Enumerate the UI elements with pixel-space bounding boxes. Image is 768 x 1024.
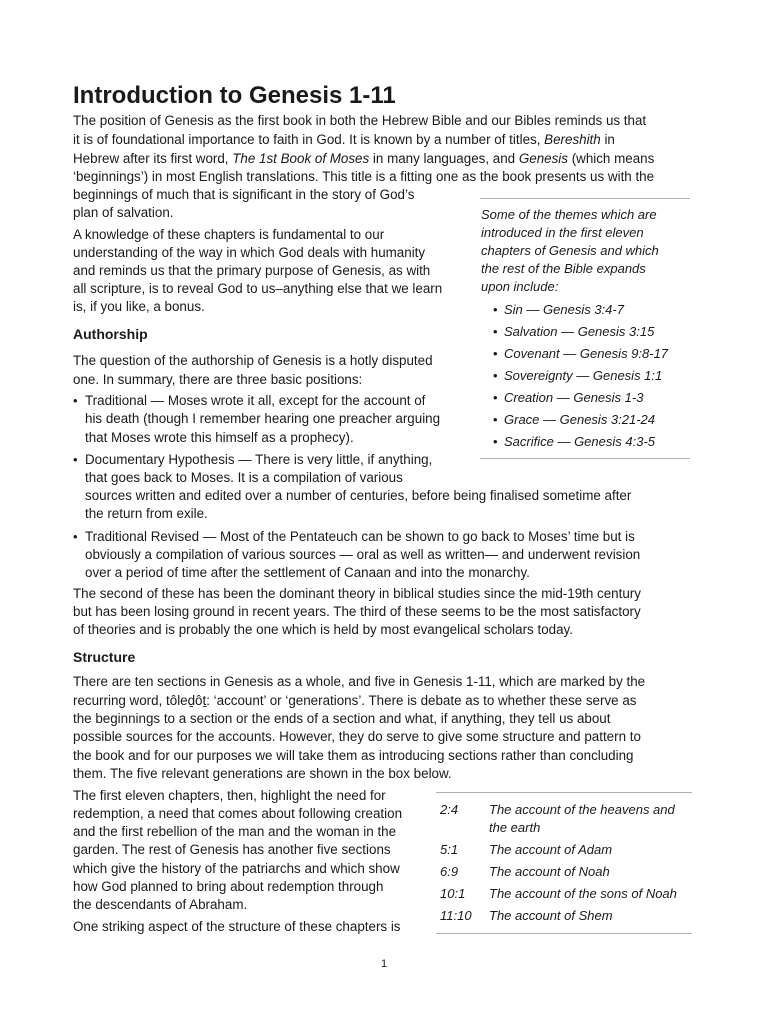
generation-desc: The account of Noah: [489, 864, 610, 879]
authorship-summary-line-3: of theories and is probably the one which is held by most evangelical scholars today.: [73, 622, 573, 637]
generation-desc-continued: the earth: [489, 820, 541, 835]
themes-box-bottom-rule: [480, 458, 690, 459]
theme-item: Creation — Genesis 1-3: [504, 390, 644, 405]
generation-ref: 2:4: [440, 802, 459, 817]
structure-p3-line-1: One striking aspect of the structure of these chapters is: [73, 919, 401, 934]
themes-intro-line-5: upon include:: [481, 279, 559, 294]
theme-bullet: •: [493, 324, 498, 339]
theme-item: Grace — Genesis 3:21-24: [504, 412, 656, 427]
authorship-summary-line-2: but has been losing ground in recent years. The third of these seems to be the most satisfactory: [73, 604, 641, 619]
generation-desc: The account of Shem: [489, 908, 613, 923]
theme-bullet: •: [493, 390, 498, 405]
structure-line-2: recurring word, tôleḏôṯ: ‘account’ or ‘generations’. There is debate as to whether these serve as: [73, 693, 637, 708]
authorship-summary-line-1: The second of these has been the dominant theory in biblical studies since the mid-19th century: [73, 586, 641, 601]
intro-line-6: plan of salvation.: [73, 205, 174, 220]
themes-intro-line-2: introduced in the first eleven: [481, 225, 644, 240]
structure-p2-line-1: The first eleven chapters, then, highlight the need for: [73, 788, 386, 803]
theme-item: Sacrifice — Genesis 4:3-5: [504, 434, 656, 449]
page-number: 1: [380, 958, 388, 970]
position-documentary-line-4: the return from exile.: [85, 506, 208, 521]
generation-ref: 5:1: [440, 842, 459, 857]
theme-bullet: •: [493, 368, 498, 383]
generation-desc: The account of Adam: [489, 842, 613, 857]
authorship-line-1: The question of the authorship of Genesis is a hotly disputed: [73, 353, 433, 368]
structure-heading: Structure: [73, 649, 136, 665]
position-revised-line-2: obviously a compilation of various sources — oral as well as written— and underwent revision: [85, 547, 641, 562]
structure-line-6: them. The five relevant generations are shown in the box below.: [73, 766, 452, 781]
knowledge-line-5: is, if you like, a bonus.: [73, 299, 205, 314]
structure-p2-line-6: how God planned to bring about redemption through: [73, 879, 384, 894]
theme-bullet: •: [493, 346, 498, 361]
structure-line-4: possible sources for the accounts. However, they do serve to give some structure and pattern to: [73, 729, 641, 744]
generation-ref: 6:9: [440, 864, 459, 879]
structure-p2-line-4: garden. The rest of Genesis has another five sections: [73, 842, 391, 857]
themes-intro-line-4: the rest of the Bible expands: [481, 261, 646, 276]
generation-ref: 11:10: [440, 908, 472, 923]
generation-desc: The account of the sons of Noah: [489, 886, 677, 901]
intro-line-4: ‘beginnings’) in most English translations. This title is a fitting one as the book presents us with the: [73, 169, 655, 184]
structure-p2-line-3: and the first rebellion of the man and the woman in the: [73, 824, 397, 839]
intro-line-2: it is of foundational importance to faith in God. It is known by a number of titles, Bereshith in: [73, 132, 615, 147]
theme-item: Covenant — Genesis 9:8-17: [504, 346, 669, 361]
structure-p2-line-2: redemption, a need that comes about following creation: [73, 806, 403, 821]
intro-line-3: Hebrew after its first word, The 1st Book of Moses in many languages, and Genesis (which means: [73, 151, 655, 166]
structure-line-3: the beginnings to a section or the ends of a section and what, if anything, they tell us about: [73, 711, 611, 726]
knowledge-line-3: and reminds us that the primary purpose of Genesis, as with: [73, 263, 431, 278]
position-traditional-line-2: his death (though I remember hearing one preacher arguing: [85, 411, 441, 426]
position-documentary-line-3: sources written and edited over a number of centuries, before being finalised sometime after: [85, 488, 632, 503]
theme-item: Sovereignty — Genesis 1:1: [504, 368, 663, 383]
theme-bullet: •: [493, 434, 498, 449]
generation-desc: The account of the heavens and: [489, 802, 675, 817]
generation-ref: 10:1: [440, 886, 466, 901]
authorship-heading: Authorship: [73, 326, 148, 342]
knowledge-line-1: A knowledge of these chapters is fundamental to our: [73, 227, 385, 242]
knowledge-line-4: all scripture, is to reveal God to us–anything else that we learn: [73, 281, 443, 296]
structure-line-5: the book and for our purposes we will take them as introducing sections rather than concluding: [73, 748, 634, 763]
position-documentary-line-2: that goes back to Moses. It is a compilation of various: [85, 470, 403, 485]
themes-intro-line-3: chapters of Genesis and which: [481, 243, 659, 258]
generations-box-top-rule: [436, 792, 692, 793]
position-bullet: •: [73, 529, 78, 544]
structure-p2-line-5: which give the history of the patriarchs and which show: [73, 861, 400, 876]
authorship-line-2: one. In summary, there are three basic positions:: [73, 372, 363, 387]
theme-item: Salvation — Genesis 3:15: [504, 324, 655, 339]
structure-line-1: There are ten sections in Genesis as a whole, and five in Genesis 1-11, which are marked by the: [73, 674, 646, 689]
position-documentary-line-1: Documentary Hypothesis — There is very little, if anything,: [85, 452, 433, 467]
theme-bullet: •: [493, 302, 498, 317]
position-bullet: •: [73, 452, 78, 467]
theme-item: Sin — Genesis 3:4-7: [504, 302, 624, 317]
themes-intro-line-1: Some of the themes which are: [481, 207, 657, 222]
position-revised-line-1: Traditional Revised — Most of the Pentateuch can be shown to go back to Moses’ time but is: [85, 529, 635, 544]
theme-bullet: •: [493, 412, 498, 427]
themes-box-top-rule: [480, 198, 690, 199]
structure-p2-line-7: the descendants of Abraham.: [73, 897, 248, 912]
position-revised-line-3: over a period of time after the settlement of Canaan and into the monarchy.: [85, 565, 530, 580]
page-title: Introduction to Genesis 1-11: [73, 82, 396, 110]
position-bullet: •: [73, 393, 78, 408]
generations-box-bottom-rule: [436, 933, 692, 934]
position-traditional-line-1: Traditional — Moses wrote it all, except for the account of: [85, 393, 426, 408]
position-traditional-line-3: that Moses wrote this himself as a prophecy).: [85, 430, 354, 445]
intro-line-5: beginnings of much that is significant in the story of God’s: [73, 187, 415, 202]
knowledge-line-2: understanding of the way in which God deals with humanity: [73, 245, 426, 260]
intro-line-1: The position of Genesis as the first book in both the Hebrew Bible and our Bibles reminds us that: [73, 113, 647, 128]
